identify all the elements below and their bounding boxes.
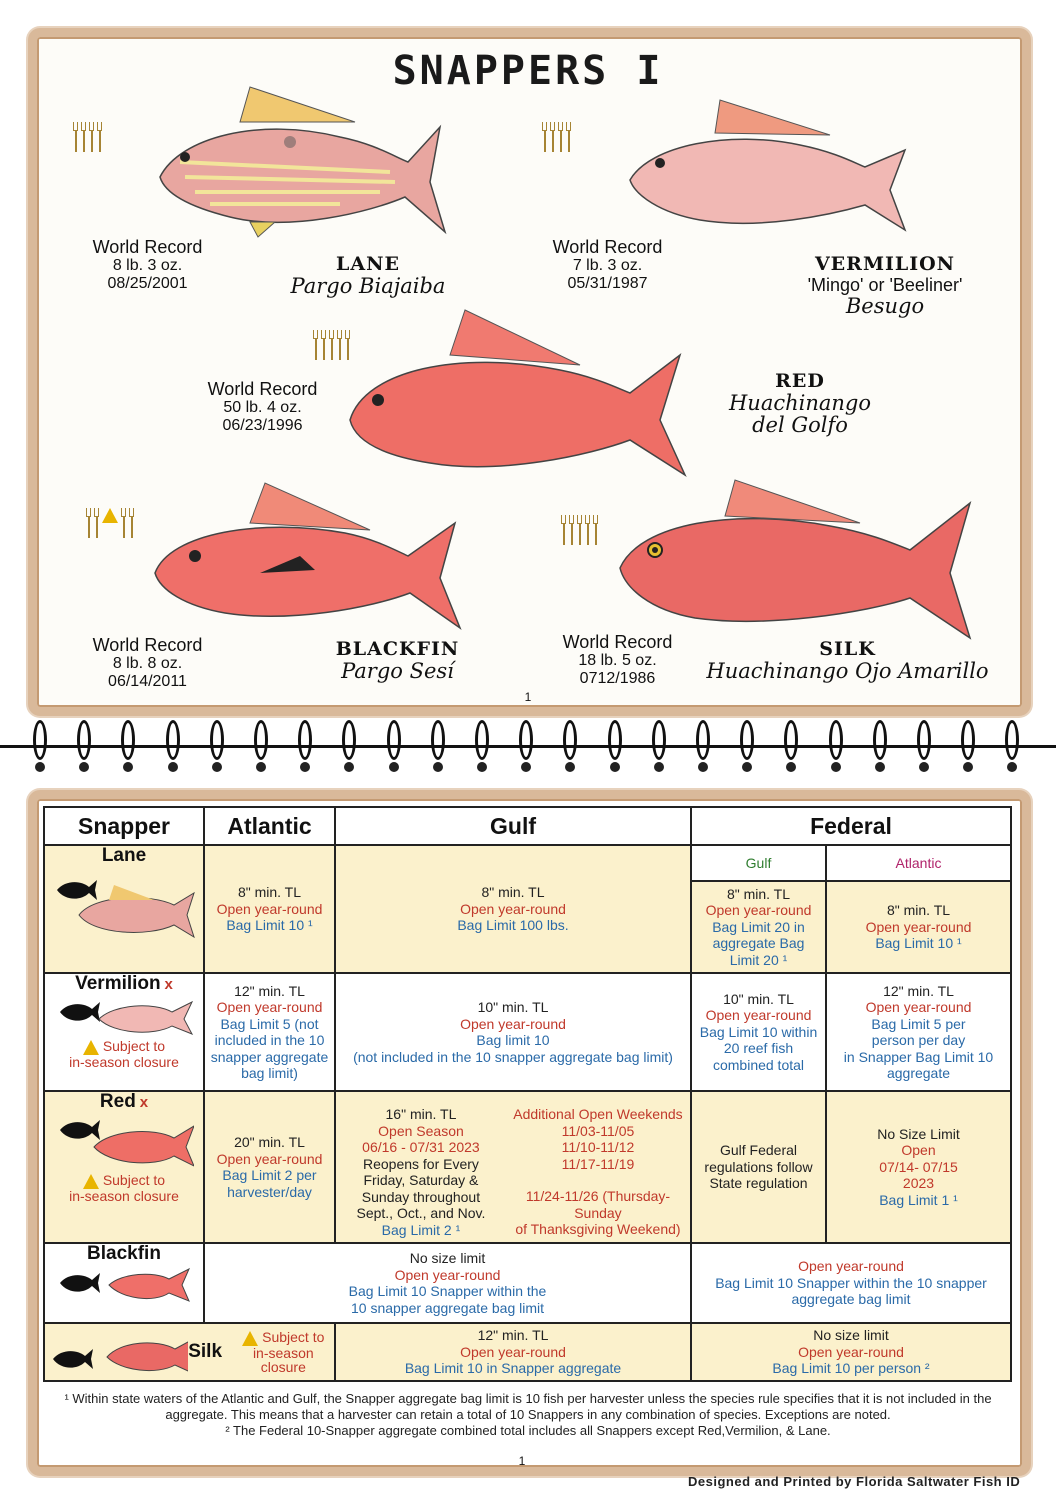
spiral-ring — [121, 720, 135, 760]
blackfin-state-cell: No size limit Open year-round Bag Limit 10 Snapper within the 10 snapper aggregate bag limit — [204, 1243, 691, 1323]
closure-x-mark: x — [139, 1094, 149, 1111]
binding-hole — [79, 762, 89, 772]
vermilion-species-name: VERMILION 'Mingo' or 'Beeliner' Besugo — [807, 253, 963, 318]
spiral-ring — [961, 720, 975, 760]
spiral-ring — [342, 720, 356, 760]
closure-x-mark: x — [164, 976, 173, 993]
vermilion-gulf-cell: 10" min. TL Open year-round Bag limit 10 (not included in the 10 snapper aggregate bag limit) — [335, 973, 691, 1091]
header-gulf: Gulf — [335, 807, 691, 845]
binding-hole — [875, 762, 885, 772]
binding-hole — [433, 762, 443, 772]
footnotes — [48, 1391, 1008, 1439]
blackfin-snapper-fish-illustration — [150, 478, 465, 638]
binding-hole — [786, 762, 796, 772]
row-label-silk: Silk Subject to in-season closure — [44, 1323, 335, 1381]
spiral-ring — [33, 720, 47, 760]
binding-hole — [831, 762, 841, 772]
silk-state-cell: 12" min. TL Open year-round Bag Limit 10 in Snapper aggregate — [335, 1323, 691, 1381]
vermilion-snapper-fish-illustration — [620, 95, 910, 235]
lane-atlantic-cell: 8" min. TL Open year-round Bag Limit 10 ¹ — [204, 845, 335, 973]
red-gulf-cell: 16" min. TL Open Season 06/16 - 07/31 2023 Reopens for Every Friday, Saturday & Sunday throughout Sept., Oct., and Nov. Bag Limit 2 ¹ Additional Open Weekends 11/03-11/05 11/10-11/12 11/17-11/19 11/24-11/26 (Thursday-Sunday of Thanksgiving Weekend) — [335, 1091, 691, 1243]
binding-hole — [698, 762, 708, 772]
lane-gulf-cell: 8" min. TL Open year-round Bag Limit 100 lbs. — [335, 845, 691, 973]
footnote-1: ¹ Within state waters of the Atlantic and Gulf, the Snapper aggregate bag limit is 10 fish per harvester unless the species rule specifies that it is not included in the aggregate. This means that a harvester can retain a total of 10 Snappers in any combination of species. Exceptions are noted. — [64, 1391, 992, 1422]
spiral-ring — [166, 720, 180, 760]
blackfin-thumbnail-icon — [54, 1263, 194, 1305]
silk-world-record: World Record 18 lb. 5 oz. 0712/1986 — [562, 632, 673, 687]
binding-hole — [919, 762, 929, 772]
row-label-blackfin: Blackfin — [44, 1243, 204, 1323]
binding-hole — [477, 762, 487, 772]
header-snapper: Snapper — [44, 807, 204, 845]
header-atlantic: Atlantic — [204, 807, 335, 845]
spiral-ring — [210, 720, 224, 760]
spiral-ring — [652, 720, 666, 760]
credit-line: Designed and Printed by Florida Saltwater Fish ID — [688, 1474, 1021, 1489]
binding-hole — [123, 762, 133, 772]
row-label-lane: Lane — [44, 845, 204, 973]
edibility-forks-icon — [561, 515, 598, 545]
edibility-forks-icon — [542, 122, 571, 152]
footnote-2: ² The Federal 10-Snapper aggregate combined total includes all Snappers except Red,Vermilion, & Lane. — [225, 1423, 831, 1438]
silk-species-name: SILK Huachinango Ojo Amarillo — [706, 638, 989, 683]
binding-hole — [256, 762, 266, 772]
warning-icon — [83, 1040, 99, 1055]
silk-snapper-fish-illustration — [615, 478, 975, 643]
binding-hole — [344, 762, 354, 772]
binding-hole — [521, 762, 531, 772]
binding-hole — [963, 762, 973, 772]
spiral-ring — [431, 720, 445, 760]
blackfin-federal-cell: Open year-round Bag Limit 10 Snapper within the 10 snapper aggregate bag limit — [691, 1243, 1011, 1323]
binding-hole — [389, 762, 399, 772]
spiral-ring — [740, 720, 754, 760]
silk-thumbnail-icon — [45, 1327, 188, 1377]
vermilion-federal-atlantic-cell: 12" min. TL Open year-round Bag Limit 5 per person per day in Snapper Bag Limit 10 aggregate — [826, 973, 1011, 1091]
spiral-ring — [829, 720, 843, 760]
binding-hole — [35, 762, 45, 772]
bottom-page-number: 1 — [518, 1454, 526, 1468]
red-snapper-fish-illustration — [340, 305, 690, 485]
warning-icon — [102, 508, 118, 523]
binding-hole — [1007, 762, 1017, 772]
spiral-ring — [1005, 720, 1019, 760]
vermilion-world-record: World Record 7 lb. 3 oz. 05/31/1987 — [552, 237, 663, 292]
blackfin-world-record: World Record 8 lb. 8 oz. 06/14/2011 — [92, 635, 203, 690]
red-thumbnail-icon — [54, 1112, 194, 1170]
binding-hole — [212, 762, 222, 772]
silk-federal-cell: No size limit Open year-round Bag Limit 10 per person ² — [691, 1323, 1011, 1381]
header-federal: Federal — [691, 807, 1011, 845]
binding-hole — [654, 762, 664, 772]
binding-hole — [610, 762, 620, 772]
warning-icon — [242, 1331, 258, 1346]
spiral-ring — [873, 720, 887, 760]
red-federal-atlantic-cell: No Size Limit Open 07/14- 07/15 2023 Bag Limit 1 ¹ — [826, 1091, 1011, 1243]
red-world-record: World Record 50 lb. 4 oz. 06/23/1996 — [207, 379, 318, 434]
vermilion-atlantic-cell: 12" min. TL Open year-round Bag Limit 5 (not included in the 10 snapper aggregate bag limit) — [204, 973, 335, 1091]
regulations-table — [43, 806, 1012, 1382]
spiral-ring — [298, 720, 312, 760]
vermilion-thumbnail-icon — [54, 994, 194, 1036]
binding-hole — [300, 762, 310, 772]
red-atlantic-cell: 20" min. TL Open year-round Bag Limit 2 per harvester/day — [204, 1091, 335, 1243]
spiral-ring — [917, 720, 931, 760]
lane-thumbnail-icon — [49, 865, 199, 945]
lane-snapper-fish-illustration — [140, 82, 450, 242]
lane-federal-atlantic-cell: 8" min. TL Open year-round Bag Limit 10 ¹ — [826, 881, 1011, 973]
edibility-forks-icon — [73, 122, 102, 152]
spiral-ring — [77, 720, 91, 760]
spiral-ring — [696, 720, 710, 760]
spiral-ring — [608, 720, 622, 760]
subheader-federal-gulf: Gulf — [691, 845, 826, 881]
edibility-forks-icon — [86, 508, 134, 538]
binding-hole — [565, 762, 575, 772]
spiral-ring — [519, 720, 533, 760]
lane-federal-gulf-cell: 8" min. TL Open year-round Bag Limit 20 in aggregate Bag Limit 20 ¹ — [691, 881, 826, 973]
lane-world-record: World Record 8 lb. 3 oz. 08/25/2001 — [92, 237, 203, 292]
subheader-federal-atlantic: Atlantic — [826, 845, 1011, 881]
spiral-ring — [387, 720, 401, 760]
vermilion-federal-gulf-cell: 10" min. TL Open year-round Bag Limit 10 within 20 reef fish combined total — [691, 973, 826, 1091]
page-title: SNAPPERS I — [392, 48, 664, 94]
red-federal-gulf-cell: Gulf Federal regulations follow State regulation — [691, 1091, 826, 1243]
binding-hole — [742, 762, 752, 772]
spiral-ring — [784, 720, 798, 760]
page-number: 1 — [524, 690, 532, 704]
spiral-ring — [563, 720, 577, 760]
red-species-name: RED Huachinango del Golfo — [728, 370, 872, 437]
spiral-ring — [475, 720, 489, 760]
blackfin-species-name: BLACKFIN Pargo Sesí — [335, 638, 460, 683]
row-label-vermilion: Vermilion x Subject to in-season closure — [44, 973, 204, 1091]
row-label-red: Red x Subject to in-season closure — [44, 1091, 204, 1243]
lane-species-name: LANE Pargo Biajaiba — [290, 253, 446, 298]
binding-hole — [168, 762, 178, 772]
warning-icon — [83, 1174, 99, 1189]
spiral-ring — [254, 720, 268, 760]
